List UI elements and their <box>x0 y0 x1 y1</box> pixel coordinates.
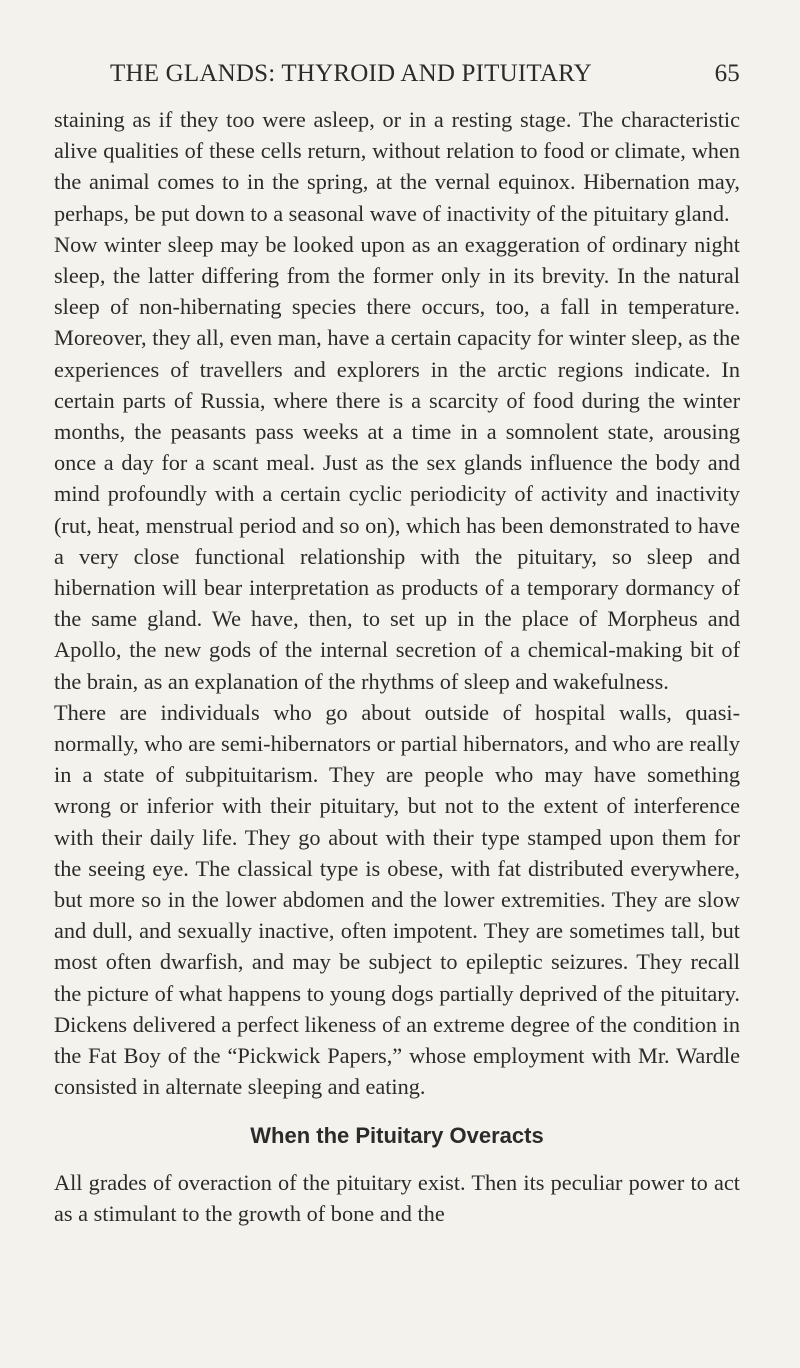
paragraph-4: All grades of overaction of the pituitary exist. Then its peculiar power to act as a stimulant to the growth of bone and the <box>54 1169 740 1226</box>
paragraph-1: staining as if they too were asleep, or in a resting stage. The characteristic alive qualities of these cells return, without relation to food or climate, when the animal comes to in the spring, at the vernal equinox. Hibernation may, perhaps, be put down to a seasonal wave of inactivity of the pituitary gland. <box>54 107 740 226</box>
running-header <box>54 60 740 96</box>
paragraph-3: There are individuals who go about outside of hospital walls, quasi-normally, who are semi-hibernators or partial hibernators, and who are really in a state of subpituitarism. They are people who may have something wrong or inferior with their pituitary, but not to the extent of interference with their daily life. They go about with their type stamped upon them for the seeing eye. The classical type is obese, with fat distributed everywhere, but more so in the lower abdomen and the lower extremities. They are slow and dull, and sexually inactive, often impotent. They are sometimes tall, but most often dwarfish, and may be subject to epileptic seizures. They recall the picture of what happens to young dogs partially deprived of the pituitary. Dickens delivered a perfect likeness of an extreme degree of the condition in the Fat Boy of the “Pickwick Papers,” whose employment with Mr. Wardle consisted in alternate sleeping and eating. <box>54 699 740 1100</box>
paragraph-2: Now winter sleep may be looked upon as an exaggeration of ordinary night sleep, the latter differing from the former only in its brevity. In the natural sleep of non-hibernating species there occurs, too, a fall in temperature. Moreover, they all, even man, have a certain capacity for winter sleep, as the experiences of travellers and explorers in the arctic regions indicate. In certain parts of Russia, where there is a scarcity of food during the winter months, the peasants pass weeks at a time in a somnolent state, arousing once a day for a scant meal. Just as the sex glands influence the body and mind profoundly with a certain cyclic periodicity of activity and inactivity (rut, heat, menstrual period and so on), which has been demonstrated to have a very close functional relationship with the pituitary, so sleep and hibernation will bear interpretation as products of a temporary dormancy of the same gland. We have, then, to set up in the place of Morpheus and Apollo, the new gods of the internal secretion of a chemical-making bit of the brain, as an explanation of the rhythms of sleep and wakefulness. <box>54 231 740 694</box>
main-text <box>54 104 740 1229</box>
section-heading: When the Pituitary Overacts <box>250 1122 544 1148</box>
page-number: 65 <box>714 60 740 87</box>
running-title: THE GLANDS: THYROID AND PITUITARY <box>110 60 592 87</box>
